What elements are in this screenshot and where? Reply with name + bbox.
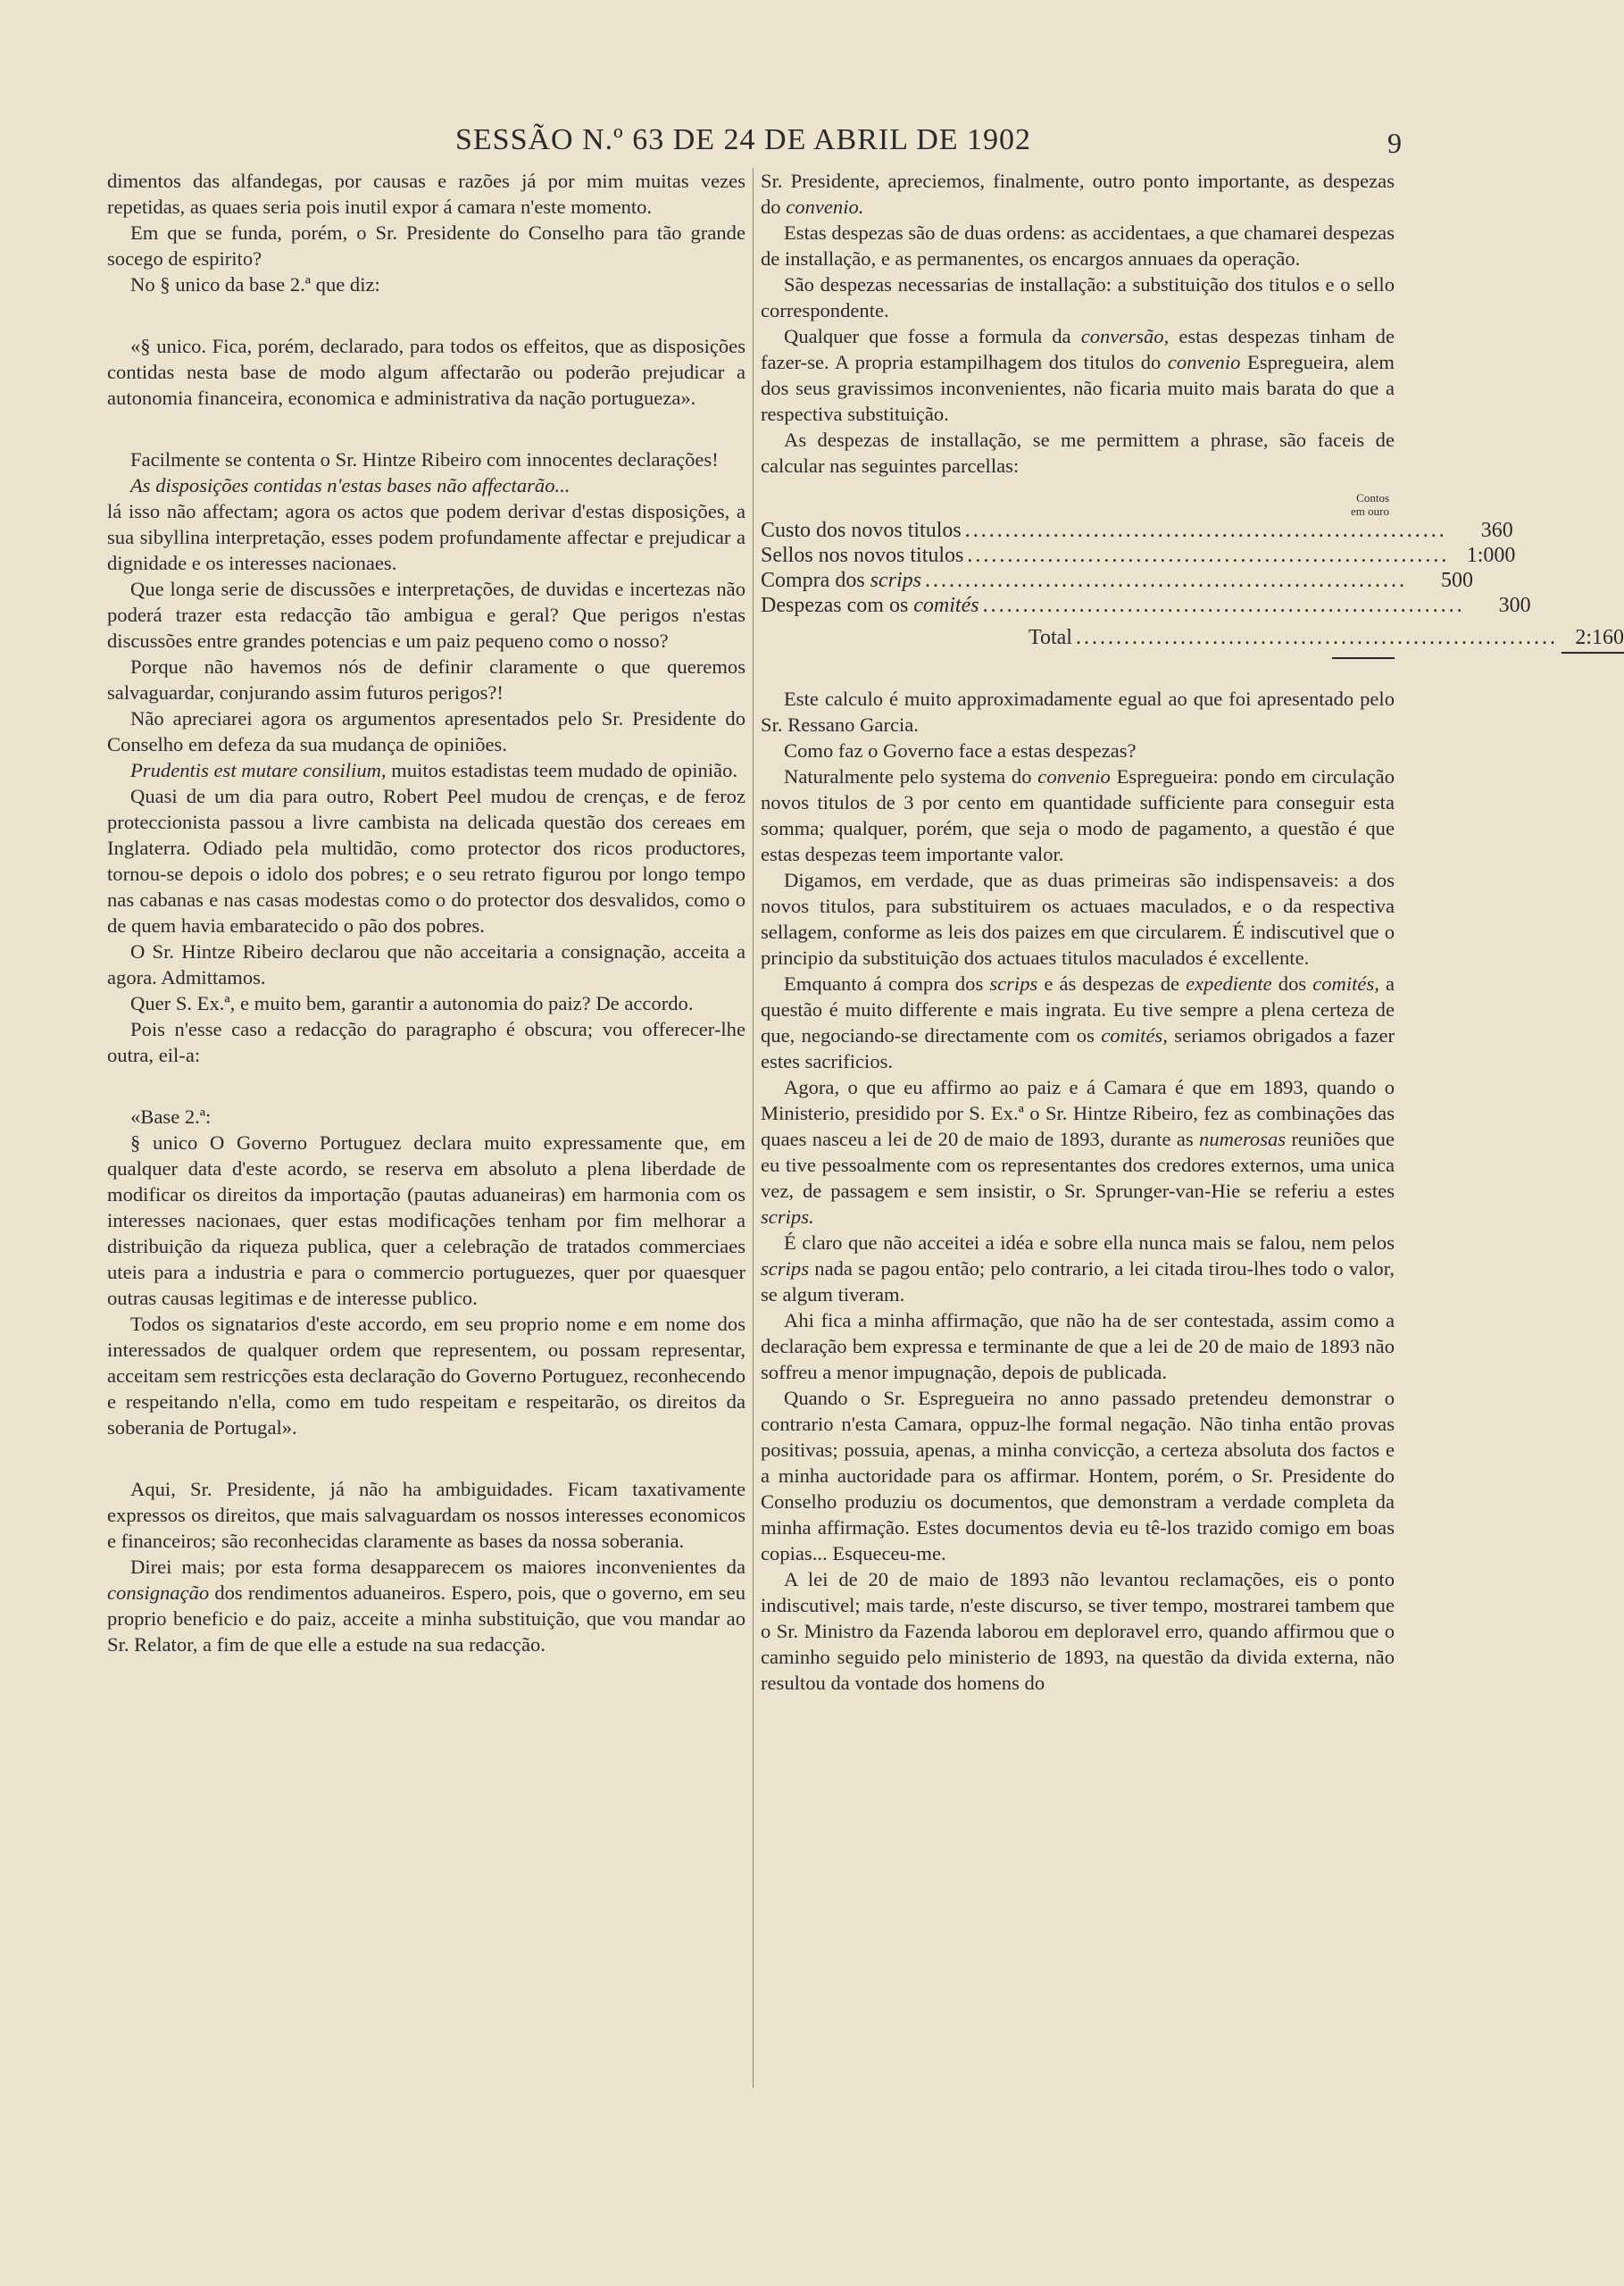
leader-dots: ............................................................ <box>925 569 1408 592</box>
italic-text: scrips <box>989 972 1038 995</box>
paragraph: Ahi fica a minha affirmação, que não ha de ser contestada, assim como a declaração bem expressa e terminante de que a lei de 20 de maio de 1893 não soffreu a menor impugnação, depois de publicada. <box>761 1309 1395 1383</box>
paragraph: No § unico da base 2.ª que diz: <box>130 273 380 296</box>
ledger-total-label: Total <box>1029 626 1072 649</box>
italic-text: expediente <box>1186 972 1272 995</box>
expense-ledger <box>761 491 1624 659</box>
ledger-total-value: 2:160 <box>1562 625 1624 654</box>
paragraph: Pois n'esse caso a redacção do paragrapho é obscura; vou offerecer-lhe outra, eil-a: <box>107 1018 745 1066</box>
paragraph: Prudentis est mutare consilium, muitos estadistas teem mudado de opinião. <box>130 759 738 781</box>
paragraph: São despezas necessarias de installação: a substituição dos titulos e o sello correspondente. <box>761 273 1395 321</box>
right-column <box>761 168 1624 1696</box>
paragraph: O Sr. Hintze Ribeiro declarou que não acceitaria a consignação, acceita a agora. Admittamos. <box>107 940 745 989</box>
left-column <box>107 168 745 1657</box>
paragraph: Não apreciarei agora os argumentos apresentados pelo Sr. Presidente do Conselho em defeza da sua mudança de opiniões. <box>107 707 745 755</box>
paragraph: Quando o Sr. Espregueira no anno passado pretendeu demonstrar o contrario n'esta Camara, oppuz-lhe formal negação. Não tinha então provas positivas; possuia, apenas, a minha convicção, a certeza absoluta dos factos e a minha auctoridade para os affirmar. Hontem, porém, o Sr. Presidente do Conselho produziu os documentos, que demonstram a verdade completa da minha affirmação. Estes documentos devia eu tê-los trazido comigo em boas copias... Esqueceu-me. <box>761 1387 1395 1564</box>
page-header <box>107 123 1402 163</box>
ledger-label: Custo dos novos titulos <box>761 519 962 542</box>
paragraph: Digamos, em verdade, que as duas primeiras são indispensaveis: a dos novos titulos, para substituirem os actuaes maculados, e o da respectiva sellagem, conforme as leis dos paizes em que circularem. É indiscutivel que o principio da substituição dos actuaes titulos maculados é excellente. <box>761 869 1395 969</box>
ledger-label: Compra dos scrips <box>761 569 922 592</box>
ledger-value: 360 <box>1480 519 1513 542</box>
quoted-paragraph: § unico O Governo Portuguez declara muito expressamente que, em qualquer data d'este acordo, se reserva em absoluto a plena liberdade de modificar os direitos da importação (pautas aduaneiras) em harmonia com os interesses nacionaes, quer estas modificações tenham por fim melhorar a distribuição da riqueza publica, quer a celebração de tratados commerciaes uteis para a industria e para o commercio portuguezes, quer por quaesquer outras causas legitimas e de interesse publico. <box>107 1131 745 1309</box>
leader-dots: ............................................................ <box>967 544 1450 567</box>
paragraph: Este calculo é muito approximadamente egual ao que foi apresentado pelo Sr. Ressano Garcia. <box>761 688 1395 736</box>
paragraph: Quasi de um dia para outro, Robert Peel mudou de crenças, e de feroz proteccionista passou a livre cambista na delicada questão dos cereaes em Inglaterra. Odiado pela multidão, como protector dos ricos productores, tornou-se depois o idolo dos pobres; e o seu retrato figurou por longo tempo nas cabanas e nas casas modestas como o do protector dos desvalidos, como o de quem havia embaratecido o pão dos pobres. <box>107 785 745 937</box>
paragraph: Estas despezas são de duas ordens: as accidentaes, a que chamarei despezas de installação, e as permanentes, os encargos annuaes da operação. <box>761 221 1395 270</box>
ledger-row <box>761 593 1531 618</box>
paragraph: Como faz o Governo face a estas despezas? <box>784 739 1137 762</box>
ledger-row <box>761 518 1513 543</box>
italic-text: convenio. <box>786 196 864 218</box>
italic-text: As disposições contidas n'estas bases não affectarão... <box>130 474 570 496</box>
paragraph: Porque não havemos nós de definir claramente o que queremos salvaguardar, conjurando assim futuros perigos?! <box>107 655 745 704</box>
paragraph: Que longa serie de discussões e interpretações, de duvidas e incertezas não poderá trazer esta redacção tão ambigua e geral? Que perigos n'estas discussões entre grandes potencias e um paiz pequeno como o nosso? <box>107 578 745 652</box>
paragraph: A lei de 20 de maio de 1893 não levantou reclamações, eis o ponto indiscutivel; mais tarde, n'este discurso, se tiver tempo, mostrarei tambem que o Sr. Ministro da Fazenda laborou em deploravel erro, quando affirmou que o caminho seguido pelo ministerio de 1893, na questão da divida externa, não resultou da vontade dos homens do <box>761 1568 1395 1694</box>
ledger-row <box>761 543 1516 568</box>
ledger-unit-header: Contos em ouro <box>1351 491 1389 518</box>
page-number: 9 <box>1387 127 1402 159</box>
paragraph: Facilmente se contenta o Sr. Hintze Ribeiro com innocentes declarações! <box>130 448 719 471</box>
italic-text: conversão, <box>1080 325 1170 347</box>
paragraph: Qualquer que fosse a formula da conversão, estas despezas tinham de fazer-se. A propria estampilhagem dos titulos do convenio Espregueira, alem dos seus gravissimos inconvenientes, não ficaria muito mais barata do que a respectiva substituição. <box>761 325 1395 425</box>
ledger-total-row <box>761 625 1624 654</box>
total-double-rule <box>1332 654 1395 659</box>
italic-text: Prudentis est mutare consilium, <box>130 759 387 781</box>
paragraph: As despezas de installação, se me permittem a phrase, são faceis de calcular nas seguintes parcellas: <box>761 429 1395 477</box>
paragraph: Direi mais; por esta forma desapparecem os maiores inconvenientes da consignação dos rendimentos aduaneiros. Espero, pois, que o governo, em seu proprio beneficio e do paiz, acceite a minha substituição, que vou mandar ao Sr. Relator, a fim de que elle a estude na sua redacção. <box>107 1556 745 1656</box>
italic-text: scrips. <box>761 1206 814 1228</box>
paragraph: É claro que não acceitei a idéa e sobre ella nunca mais se falou, nem pelos scrips nada se pagou então; pelo contrario, a lei citada tirou-lhes todo o valor, se algum tiveram. <box>761 1231 1395 1306</box>
paragraph: dimentos das alfandegas, por causas e razões já por mim muitas vezes repetidas, as quaes seria pois inutil expor á camara n'este momento. <box>107 170 745 218</box>
paragraph: Sr. Presidente, apreciemos, finalmente, outro ponto importante, as despezas do convenio. <box>761 170 1395 218</box>
ledger-value: 300 <box>1498 594 1531 617</box>
paragraph <box>107 472 745 498</box>
leader-dots: ............................................................ <box>1075 626 1558 649</box>
paragraph: Emquanto á compra dos scrips e ás despezas de expediente dos comités, a questão é muito differente e mais ingrata. Eu tive sempre a plena certeza de que, negociando-se directamente com os comités, seriamos obrigados a fazer estes sacrificios. <box>761 972 1395 1072</box>
quoted-paragraph: «Base 2.ª: <box>130 1105 212 1128</box>
italic-text: convenio <box>1037 765 1111 788</box>
paragraph: Em que se funda, porém, o Sr. Presidente do Conselho para tão grande socego de espirito? <box>107 221 745 270</box>
italic-text: scrips <box>761 1257 809 1280</box>
quoted-paragraph: Todos os signatarios d'este accordo, em seu proprio nome e em nome dos interessados de qualquer ordem que representem, ou possam representar, acceitam sem restricções esta declaração do Governo Portuguez, reconhecendo e respeitando n'ella, como em tudo respeitam e respeitarão, os direitos da soberania de Portugal». <box>107 1313 745 1439</box>
leader-dots: ............................................................ <box>964 519 1447 542</box>
ledger-value: 1:000 <box>1466 544 1516 567</box>
italic-text: consignação <box>107 1581 210 1604</box>
column-divider <box>753 168 754 2088</box>
italic-text: numerosas <box>1199 1128 1287 1150</box>
italic-text: comités, <box>1101 1024 1168 1047</box>
ledger-label: Sellos nos novos titulos <box>761 544 964 567</box>
paragraph: Agora, o que eu affirmo ao paiz e á Camara é que em 1893, quando o Ministerio, presidido por S. Ex.ª o Sr. Hintze Ribeiro, fez as combinações das quaes nasceu a lei de 20 de maio de 1893, durante as numerosas reuniões que eu tive pessoalmente com os representantes dos credores externos, uma unica vez, de passagem e sem insistir, o Sr. Sprunger-van-Hie se referiu a estes scrips. <box>761 1076 1395 1228</box>
quoted-paragraph: «§ unico. Fica, porém, declarado, para todos os effeitos, que as disposições contidas nesta base de modo algum affectarão ou poderão prejudicar a autonomia financeira, economica e administrativa da nação portugueza». <box>107 335 745 409</box>
ledger-value: 500 <box>1441 569 1474 592</box>
paragraph: lá isso não affectam; agora os actos que podem derivar d'estas disposições, a sua sibyllina interpretação, esses podem profundamente affectar e prejudicar a dignidade e os interesses nacionaes. <box>107 500 745 574</box>
ledger-label: Despezas com os comités <box>761 594 979 617</box>
leader-dots: ............................................................ <box>982 594 1465 617</box>
paragraph: Quer S. Ex.ª, e muito bem, garantir a autonomia do paiz? De accordo. <box>130 992 694 1014</box>
paragraph: Naturalmente pelo systema do convenio Espregueira: pondo em circulação novos titulos de 3 por cento em quantidade sufficiente para conseguir esta somma; qualquer, porém, que seja o modo de pagamento, a questão é que estas despezas teem importante valor. <box>761 765 1395 865</box>
page-title: SESSÃO N.º 63 DE 24 DE ABRIL DE 1902 <box>455 123 1032 156</box>
paragraph: Aqui, Sr. Presidente, já não ha ambiguidades. Ficam taxativamente expressos os direitos, que mais salvaguardam os nossos interesses economicos e financeiros; são reconhecidas claramente as bases da nossa soberania. <box>107 1478 745 1552</box>
ledger-row <box>761 568 1474 593</box>
italic-text: convenio <box>1167 351 1241 373</box>
italic-text: comités, <box>1312 972 1379 995</box>
